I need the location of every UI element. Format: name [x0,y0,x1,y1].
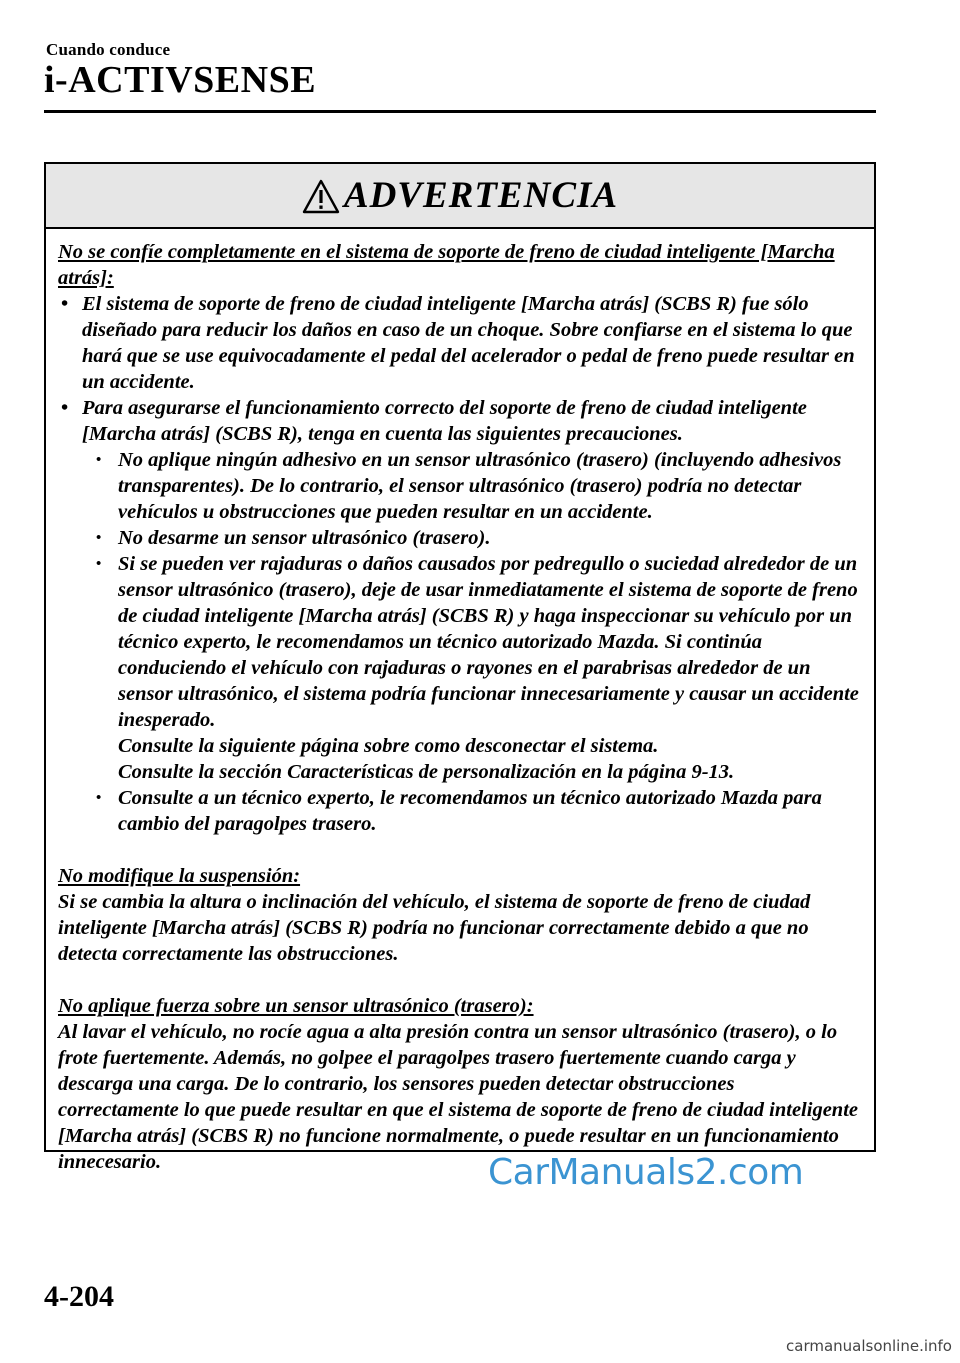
warning-paragraph: Al lavar el vehículo, no rocíe agua a alta presión contra un sensor ultrasónico (trasero), o lo frote fuertemente. Además, no golpee el paragolpes trasero fuertemente cuando carga y descarga una carga. De lo contrario, los sensores pueden detectar obstrucciones correctamente lo que puede resultar en que el sistema de soporte de freno de ciudad inteligente [Marcha atrás] (SCBS R) no funcione normalmente, o puede resultar en un funcionamiento innecesario. [58,1021,858,1173]
bullet-item: • El sistema de soporte de freno de ciudad inteligente [Marcha atrás] (SCBS R) fue sólo diseñado para reducir los daños en caso de un choque. Sobre confiarse en el sistema lo que hará que se use equivocadamente el pedal del acelerador o pedal de freno puede resultar en un accidente. [58,291,860,395]
sub-bullet-item: • No desarme un sensor ultrasónico (trasero). [58,525,860,551]
warning-heading-suspension: No modifique la suspensión: [58,865,301,887]
warning-title: ADVERTENCIA [343,175,619,216]
sub-bullet-item: • No aplique ningún adhesivo en un sensor ultrasónico (trasero) (incluyendo adhesivos transparentes). De lo contrario, el sensor ultrasónico (trasero) podría no detectar vehículos u obstrucciones que pueden resultar en un accidente. [58,447,860,525]
warning-header [46,164,874,229]
header-divider [44,110,876,113]
sub-bullet-note: Consulte la siguiente página sobre como desconectar el sistema. [118,735,659,757]
bullet-item: • Para asegurarse el funcionamiento correcto del soporte de freno de ciudad inteligente [Marcha atrás] (SCBS R), tenga en cuenta las siguientes precauciones. [58,395,860,447]
warning-heading-reliance: No se confíe completamente en el sistema de soporte de freno de ciudad inteligente [Marcha atrás]: [58,241,835,289]
warning-paragraph: Si se cambia la altura o inclinación del vehículo, el sistema de soporte de freno de ciudad inteligente [Marcha atrás] (SCBS R) podría no funcionar correctamente debido a que no detecta correctamente las obstrucciones. [58,891,811,965]
warning-triangle-icon [302,179,340,215]
sub-bullet-item: • Si se pueden ver rajaduras o daños causados por pedregullo o suciedad alrededor de un sensor ultrasónico (trasero), deje de usar inmediatamente el sistema de soporte de freno de ciudad inteligente [Marcha atrás] (SCBS R) y haga inspeccionar su vehículo por un técnico experto, le recomendamos un técnico autorizado Mazda. Si continúa conduciendo el vehículo con rajaduras o rayones en el parabrisas alrededor de un sensor ultrasónico, el sistema podría funcionar innecesariamente y causar un accidente inesperado. [58,551,860,733]
footer-site-label: carmanualsonline.info [786,1337,952,1355]
warning-heading-sensor: No aplique fuerza sobre un sensor ultrasónico (trasero): [58,995,534,1017]
section-title: i-ACTIVSENSE [44,59,317,101]
warning-body [46,229,874,1175]
paragraph-gap [58,837,860,863]
sub-bullet-item: • Consulte a un técnico experto, le recomendamos un técnico autorizado Mazda para cambio del paragolpes trasero. [58,785,860,837]
section-label: Cuando conduce [46,40,171,59]
page-number: 4-204 [44,1280,114,1313]
paragraph-gap [58,967,860,993]
watermark-logo: CarManuals2.com [488,1152,804,1193]
sub-bullet-note: Consulte la sección Características de personalización en la página 9-13. [118,761,735,783]
